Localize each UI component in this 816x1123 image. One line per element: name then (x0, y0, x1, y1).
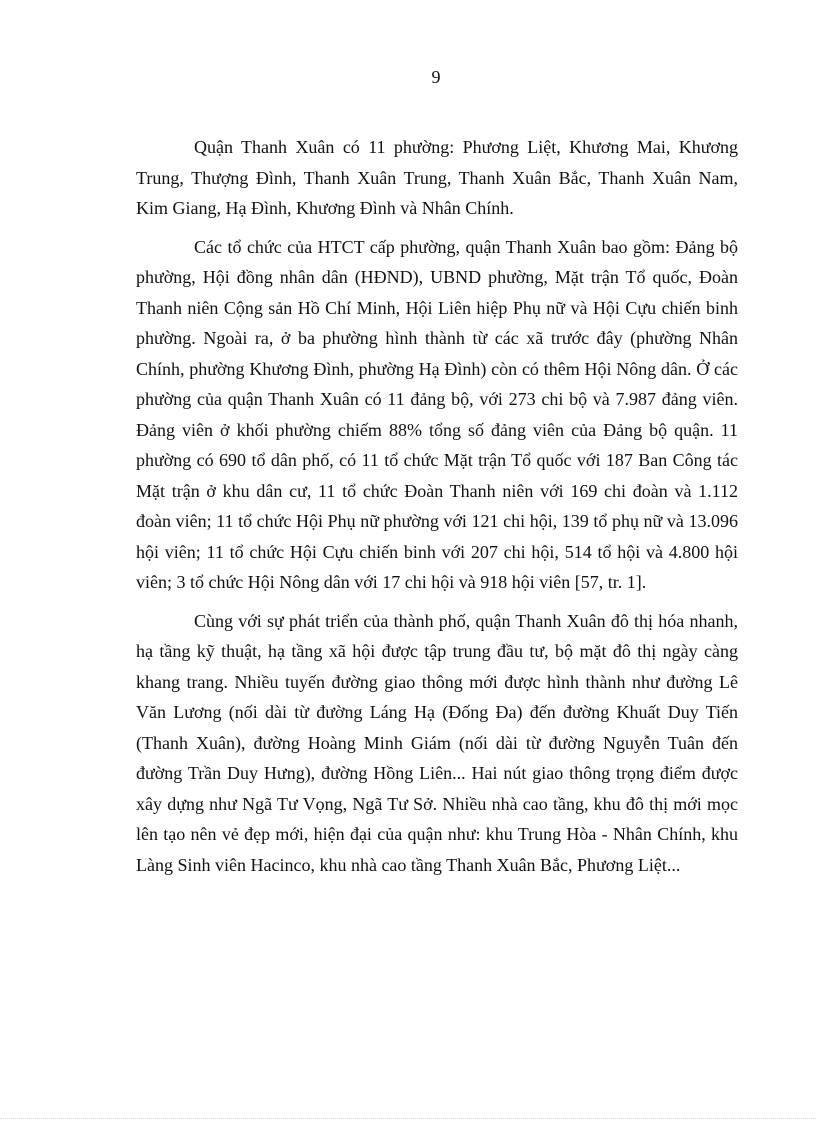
paragraph-organizations: Các tổ chức của HTCT cấp phường, quận Thanh Xuân bao gồm: Đảng bộ phường, Hội đồng nhân dân (HĐND), UBND phường, Mặt trận Tổ quốc, Đoàn Thanh niên Cộng sản Hồ Chí Minh, Hội Liên hiệp Phụ nữ và Hội Cựu chiến binh phường. Ngoài ra, ở ba phường hình thành từ các xã trước đây (phường Nhân Chính, phường Khương Đình, phường Hạ Đình) còn có thêm Hội Nông dân. Ở các phường của quận Thanh Xuân có 11 đảng bộ, với 273 chi bộ và 7.987 đảng viên. Đảng viên ở khối phường chiếm 88% tổng số đảng viên của Đảng bộ quận. 11 phường có 690 tổ dân phố, có 11 tổ chức Mặt trận Tổ quốc với 187 Ban Công tác Mặt trận ở khu dân cư, 11 tổ chức Đoàn Thanh niên với 169 chi đoàn và 1.112 đoàn viên; 11 tổ chức Hội Phụ nữ phường với 121 chi hội, 139 tổ phụ nữ và 13.096 hội viên; 11 tổ chức Hội Cựu chiến binh với 207 chi hội, 514 tổ hội và 4.800 hội viên; 3 tổ chức Hội Nông dân với 17 chi hội và 918 hội viên [57, tr. 1]. (136, 236, 738, 592)
page-bottom-divider (0, 1118, 816, 1119)
paragraph-districts: Quận Thanh Xuân có 11 phường: Phương Liệt, Khương Mai, Khương Trung, Thượng Đình, Thanh Xuân Trung, Thanh Xuân Bắc, Thanh Xuân Nam, Kim Giang, Hạ Đình, Khương Đình và Nhân Chính. (136, 137, 738, 218)
document-body (136, 132, 738, 888)
page-number: 9 (431, 67, 441, 87)
paragraph-urban-development: Cùng với sự phát triển của thành phố, quận Thanh Xuân đô thị hóa nhanh, hạ tầng kỹ thuật, hạ tầng xã hội được tập trung đầu tư, bộ mặt đô thị ngày càng khang trang. Nhiều tuyến đường giao thông mới được hình thành như đường Lê Văn Lương (nối dài từ đường Láng Hạ (Đống Đa) đến đường Khuất Duy Tiến (Thanh Xuân), đường Hoàng Minh Giám (nối dài từ đường Nguyễn Tuân đến đường Trần Duy Hưng), đường Hồng Liên... Hai nút giao thông trọng điểm được xây dựng như Ngã Tư Vọng, Ngã Tư Sở. Nhiều nhà cao tầng, khu đô thị mới mọc lên tạo nên vẻ đẹp mới, hiện đại của quận như: khu Trung Hòa - Nhân Chính, khu Làng Sinh viên Hacinco, khu nhà cao tầng Thanh Xuân Bắc, Phương Liệt... (136, 610, 738, 875)
